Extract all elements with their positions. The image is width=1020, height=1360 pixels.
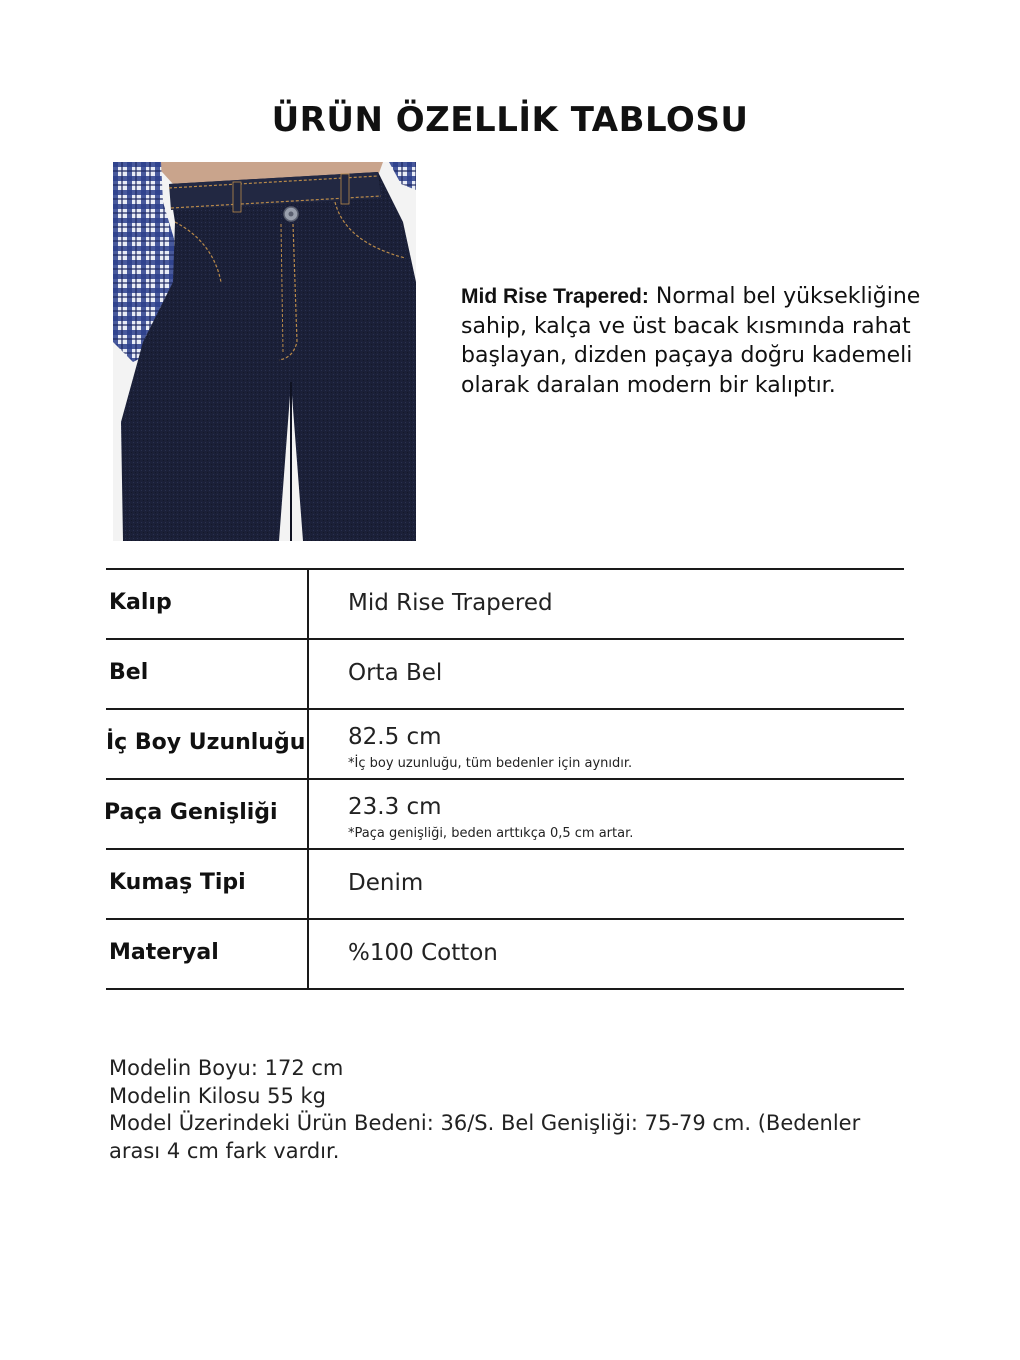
fit-description-text: Normal bel yüksekliğine sahip, kalça ve üst bacak kısmında rahat başlayan, dizden paçaya doğru kademeli olarak daralan modern bir kalıptır. bbox=[461, 284, 921, 398]
spec-row-kalip bbox=[106, 568, 904, 640]
model-weight: Modelin Kilosu 55 kg bbox=[109, 1083, 326, 1108]
column-divider bbox=[307, 710, 309, 778]
column-divider bbox=[307, 780, 309, 848]
fit-description bbox=[461, 282, 951, 400]
spec-table bbox=[106, 568, 904, 990]
spec-label: Kumaş Tipi bbox=[109, 870, 246, 895]
spec-value: %100 Cotton bbox=[348, 940, 498, 966]
spec-label: İç Boy Uzunluğu bbox=[106, 730, 306, 755]
spec-note: *İç boy uzunluğu, tüm bedenler için aynıdır. bbox=[348, 756, 633, 771]
model-height: Modelin Boyu: 172 cm bbox=[109, 1056, 344, 1080]
spec-label: Paça Genişliği bbox=[104, 800, 278, 825]
spec-value: 82.5 cm bbox=[348, 724, 442, 750]
column-divider bbox=[307, 570, 309, 638]
model-size: Model Üzerindeki Ürün Bedeni: 36/S. Bel Genişliği: 75-79 cm. (Bedenler arası 4 cm fark vardır. bbox=[109, 1111, 861, 1163]
product-photo bbox=[113, 162, 416, 541]
spec-value: 23.3 cm bbox=[348, 794, 442, 820]
spec-row-paca bbox=[106, 780, 904, 850]
spec-value: Mid Rise Trapered bbox=[348, 590, 553, 616]
fit-description-lead: Mid Rise Trapered: bbox=[461, 285, 649, 308]
column-divider bbox=[307, 640, 309, 708]
spec-row-ic-boy bbox=[106, 710, 904, 780]
spec-row-bel bbox=[106, 640, 904, 710]
column-divider bbox=[307, 920, 309, 988]
spec-note: *Paça genişliği, beden arttıkça 0,5 cm artar. bbox=[348, 826, 634, 841]
spec-label: Kalıp bbox=[109, 590, 172, 615]
page-title: ÜRÜN ÖZELLİK TABLOSU bbox=[271, 100, 749, 140]
spec-row-materyal bbox=[106, 920, 904, 990]
spec-label: Bel bbox=[109, 660, 149, 685]
spec-label: Materyal bbox=[109, 940, 219, 965]
model-info bbox=[109, 1055, 909, 1165]
spec-value: Denim bbox=[348, 870, 424, 896]
spec-value: Orta Bel bbox=[348, 660, 443, 686]
column-divider bbox=[307, 850, 309, 918]
spec-row-kumas bbox=[106, 850, 904, 920]
